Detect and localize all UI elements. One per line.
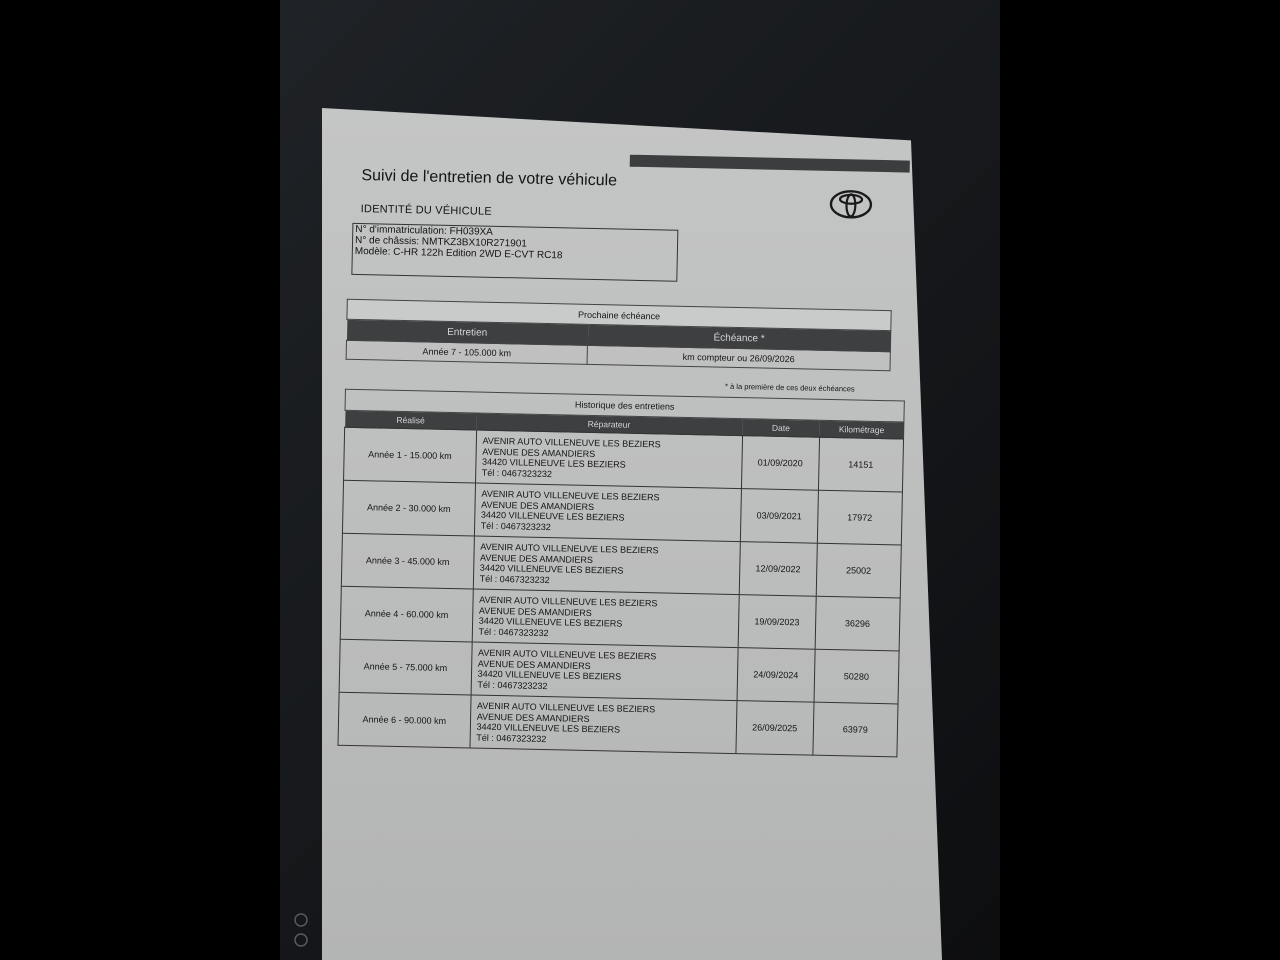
row-date: 03/09/2021 [740, 489, 818, 544]
reparateur-city: 34420 VILLENEUVE LES BEZIERS [481, 456, 626, 470]
row-kilometrage: 14151 [818, 437, 903, 492]
registration-number: N° d'immatriculation: FH039XA [355, 223, 494, 238]
next-service-header-echeance: Échéance * [587, 324, 890, 351]
row-reparateur [470, 695, 737, 754]
row-date: 26/09/2025 [736, 701, 814, 756]
reparateur-city: 34420 VILLENEUVE LES BEZIERS [476, 721, 621, 735]
row-reparateur [471, 642, 738, 701]
vehicle-identity-box [351, 223, 678, 282]
header-reparateur: Réparateur [476, 413, 742, 436]
document-title: Suivi de l'entretien de votre véhicule [361, 167, 618, 190]
reparateur-street: AVENUE DES AMANDIERS [478, 605, 592, 618]
reparateur-name: AVENIR AUTO VILLENEUVE LES BEZIERS [477, 647, 657, 662]
chassis-number: N° de châssis: NMTKZ3BX10R271901 [354, 234, 528, 250]
reparateur-street: AVENUE DES AMANDIERS [482, 446, 596, 459]
vehicle-model: Modèle: C-HR 122h Edition 2WD E-CVT RC18 [354, 245, 563, 262]
row-realise: Année 6 - 90.000 km [338, 692, 471, 748]
service-history-table [337, 389, 904, 758]
reparateur-name: AVENIR AUTO VILLENEUVE LES BEZIERS [479, 594, 658, 609]
row-date: 19/09/2023 [738, 595, 816, 650]
header-kilometrage: Kilométrage [819, 420, 904, 439]
row-reparateur [474, 483, 741, 542]
reparateur-city: 34420 VILLENEUVE LES BEZIERS [479, 562, 624, 576]
row-realise: Année 4 - 60.000 km [340, 586, 473, 642]
reparateur-phone: Tél : 0467323232 [477, 679, 548, 691]
header-realise: Réalisé [345, 410, 477, 430]
next-service-note: * à la première de ces deux échéances [725, 381, 855, 394]
reparateur-street: AVENUE DES AMANDIERS [481, 499, 595, 512]
history-caption: Historique des entretiens [345, 389, 904, 422]
reparateur-name: AVENIR AUTO VILLENEUVE LES BEZIERS [481, 488, 660, 503]
bottom-mark-icon [292, 910, 310, 954]
reparateur-phone: Tél : 0467323232 [480, 520, 551, 532]
table-row [338, 692, 898, 757]
reparateur-phone: Tél : 0467323232 [478, 626, 549, 638]
vehicle-identity-heading: IDENTITÉ DU VÉHICULE [360, 203, 492, 218]
toyota-logo-icon [829, 189, 874, 220]
row-realise: Année 2 - 30.000 km [342, 480, 475, 536]
reparateur-phone: Tél : 0467323232 [476, 732, 547, 744]
reparateur-street: AVENUE DES AMANDIERS [476, 711, 590, 724]
reparateur-name: AVENIR AUTO VILLENEUVE LES BEZIERS [482, 435, 661, 450]
reparateur-name: AVENIR AUTO VILLENEUVE LES BEZIERS [476, 700, 656, 715]
next-service-echeance: km compteur ou 26/09/2026 [587, 345, 890, 370]
reparateur-city: 34420 VILLENEUVE LES BEZIERS [477, 668, 622, 682]
reparateur-name: AVENIR AUTO VILLENEUVE LES BEZIERS [480, 541, 659, 556]
reparateur-city: 34420 VILLENEUVE LES BEZIERS [480, 509, 625, 523]
row-date: 01/09/2020 [741, 436, 819, 491]
row-reparateur [472, 589, 739, 648]
next-service-table [346, 299, 892, 371]
row-kilometrage: 63979 [813, 702, 898, 757]
reparateur-city: 34420 VILLENEUVE LES BEZIERS [478, 615, 623, 629]
row-kilometrage: 36296 [815, 596, 900, 651]
row-kilometrage: 50280 [814, 649, 899, 704]
reparateur-phone: Tél : 0467323232 [481, 467, 553, 479]
next-service-header-entretien: Entretien [346, 319, 587, 345]
reparateur-street: AVENUE DES AMANDIERS [477, 658, 591, 671]
row-kilometrage: 17972 [817, 490, 902, 545]
row-reparateur [473, 536, 740, 595]
reparateur-phone: Tél : 0467323232 [479, 573, 550, 585]
row-kilometrage: 25002 [816, 543, 901, 598]
reparateur-street: AVENUE DES AMANDIERS [479, 552, 594, 565]
row-realise: Année 1 - 15.000 km [344, 427, 477, 483]
next-service-entretien: Année 7 - 105.000 km [346, 340, 587, 364]
row-realise: Année 5 - 75.000 km [339, 639, 472, 695]
row-reparateur [475, 430, 742, 489]
next-service-caption: Prochaine échéance [347, 299, 891, 330]
row-realise: Année 3 - 45.000 km [341, 533, 474, 589]
row-date: 12/09/2022 [739, 542, 817, 597]
row-date: 24/09/2024 [737, 648, 815, 703]
header-date: Date [742, 419, 819, 438]
